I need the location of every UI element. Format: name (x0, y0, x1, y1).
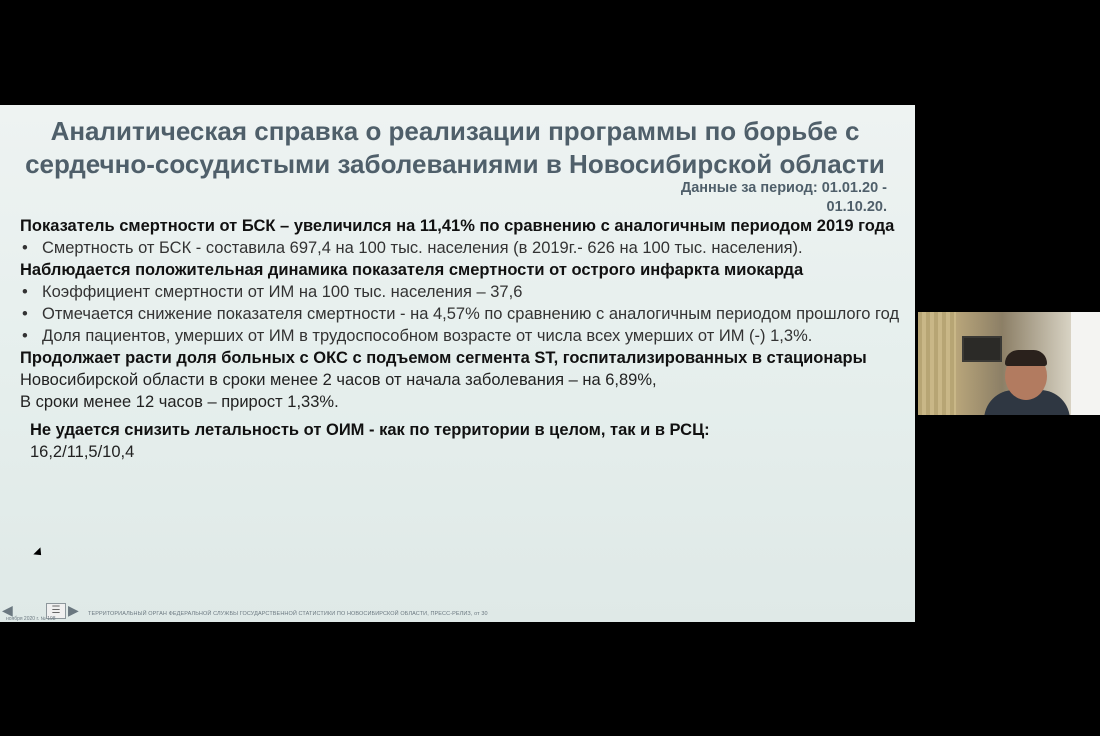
section1-list (20, 237, 900, 259)
section2-list (20, 281, 900, 347)
section2-heading: Наблюдается положительная динамика показателя смертности от острого инфаркта миокарда (20, 261, 804, 279)
data-period (681, 179, 887, 217)
tv-icon (962, 336, 1002, 362)
period-line-2: 01.10.20. (826, 199, 887, 215)
period-line-1: Данные за период: 01.01.20 - (680, 180, 887, 196)
arrow-right-icon[interactable]: ▶ (68, 602, 79, 618)
section3-text: Новосибирской области в сроки менее 2 часов от начала заболевания – на 6,89%, (20, 371, 657, 389)
menu-icon[interactable]: ☰ (46, 603, 66, 619)
webcam-edge (1071, 312, 1100, 415)
slide-body (20, 215, 900, 463)
list-item: • Доля пациентов, умерших от ИМ в трудоспособном возрасте от числа всех умерших от ИМ (-) 1,3%. (20, 325, 900, 347)
slide-footer (0, 596, 915, 622)
section3-text-2: В сроки менее 12 часов – прирост 1,33%. (20, 393, 339, 411)
section4-text: 16,2/11,5/10,4 (30, 443, 135, 461)
arrow-left-icon[interactable]: ◀ (2, 602, 13, 618)
section4-heading: Не удается снизить летальность от ОИМ - как по территории в целом, так и в РСЦ: (30, 421, 710, 439)
slide-title: Аналитическая справка о реализации программы по борьбе с сердечно-сосудистыми заболеваниями в Новосибирской области (25, 116, 885, 179)
webcam-video (918, 312, 1071, 415)
section1-heading: Показатель смертности от БСК – увеличился на 11,41% по сравнению с аналогичным периодом 2019 года (20, 217, 895, 235)
footer-source: ТЕРРИТОРИАЛЬНЫЙ ОРГАН ФЕДЕРАЛЬНОЙ СЛУЖБЫ ГОСУДАРСТВЕННОЙ СТАТИСТИКИ ПО НОВОСИБИРСКОЙ ОБЛАСТИ, ПРЕСС-РЕЛИЗ, от 30 (88, 611, 488, 617)
section3-paragraph (20, 347, 900, 391)
list-item: • Коэффициент смертности от ИМ на 100 тыс. населения – 37,6 (20, 281, 900, 303)
curtain (918, 312, 956, 415)
presentation-slide (0, 105, 915, 622)
list-item: • Смертность от БСК - составила 697,4 на 100 тыс. населения (в 2019г.- 626 на 100 тыс. населения). (20, 237, 900, 259)
section3-heading: Продолжает расти доля больных с ОКС с подъемом сегмента ST, госпитализированных в стационары (20, 349, 867, 367)
footer-source-2: ноября 2020 г. № 198 (6, 616, 56, 622)
list-item: • Отмечается снижение показателя смертности - на 4,57% по сравнению с аналогичным периодом прошлого год (20, 303, 900, 325)
person-hair (1005, 350, 1047, 366)
section4 (20, 419, 900, 463)
